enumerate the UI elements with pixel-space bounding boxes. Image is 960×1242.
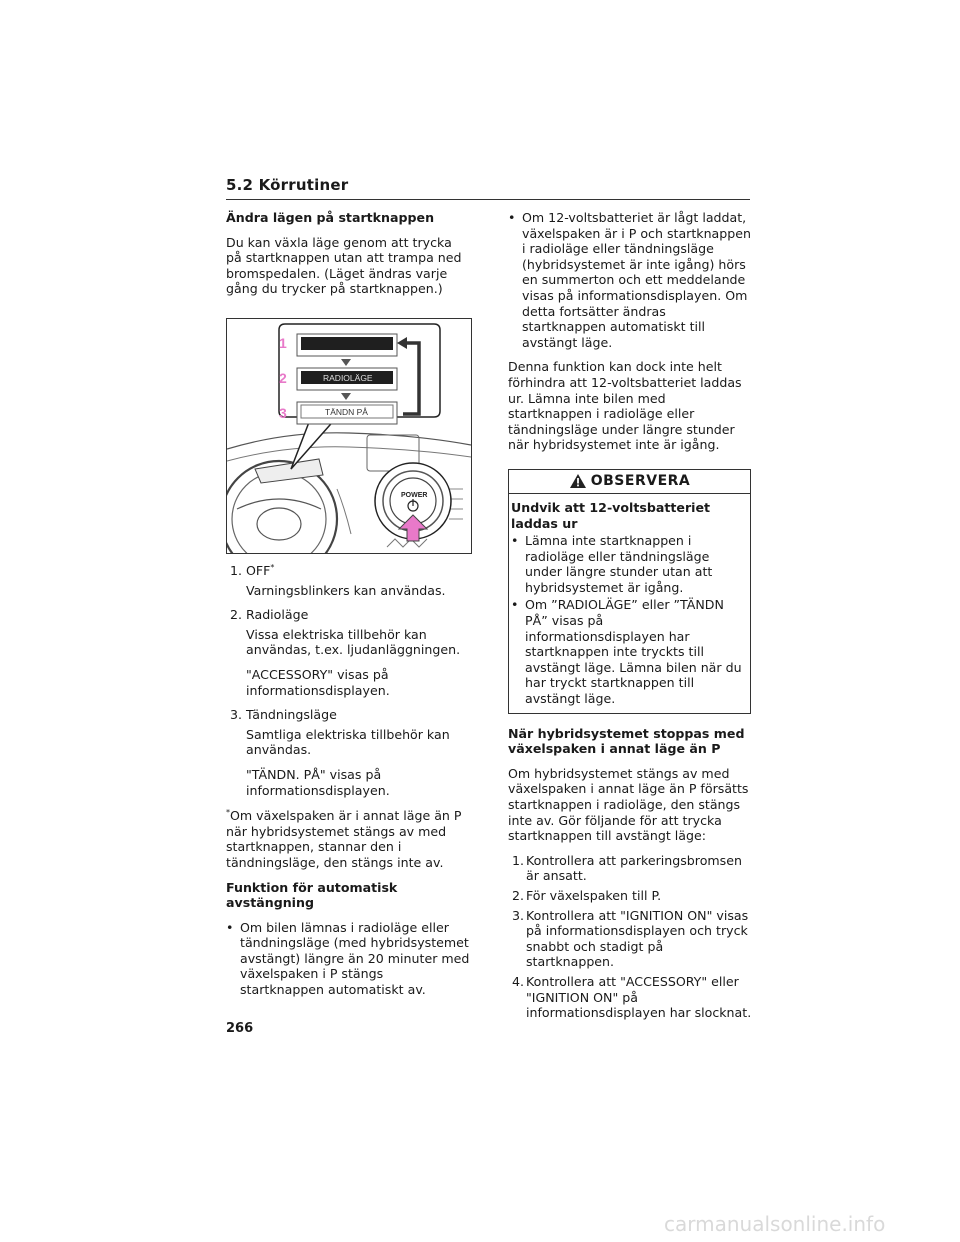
step-4: 4. Kontrollera att "ACCESSORY" eller "IGNITION ON" på informationsdisplayen har slocknat. xyxy=(512,973,752,1021)
intro-paragraph: Du kan växla läge genom att trycka på startknappen utan att trampa ned bromspedalen. (Läget ändras varje gång du trycker på startknappen.) xyxy=(226,234,462,297)
warning-icon xyxy=(569,473,587,489)
display-off xyxy=(301,337,393,350)
mode-item-1: 1. OFF* xyxy=(230,562,275,578)
footnote: *Om växelspaken är i annat läge än P när hybridsystemet stängs av med startknappen, stannar den i tändningsläge, den stängs inte av. xyxy=(226,807,462,870)
page-number: 266 xyxy=(226,1021,254,1036)
left-column-lower xyxy=(226,563,470,1007)
observera-subheading: Undvik att 12-voltsbatteriet laddas ur xyxy=(511,499,711,531)
observera-title: OBSERVERA xyxy=(590,472,691,489)
watermark: carmanualsonline.info xyxy=(664,1212,886,1236)
observera-bullet-1: • Lämna inte startknappen i radioläge eller tändningsläge under längre stunder utan att hybridsystemet är igång. xyxy=(511,533,746,595)
heading-auto-off: Funktion för automatisk avstängning xyxy=(226,879,398,911)
mode-label-3: 3 xyxy=(279,405,287,421)
mode-label-1: 1 xyxy=(279,335,287,351)
step-1: 1. Kontrollera att parkeringsbromsen är ansatt. xyxy=(512,852,742,884)
mode-1-desc: Varningsblinkers kan användas. xyxy=(246,582,446,598)
display-tandn-text: TÄNDN PÅ xyxy=(325,407,368,417)
step-2: 2. För växelspaken till P. xyxy=(512,887,662,903)
auto-off-bullet-2: • Om 12-voltsbatteriet är lågt laddat, växelspaken är i P och startknappen i radioläge eller tändningsläge (hybridsystemet är inte igång) hörs en summerton och ett meddelande visas på informationsdisplayen. Om detta fortsätter ändras startknappen automatiskt till avstängt läge. xyxy=(508,210,752,350)
auto-off-bullet-1: • Om bilen lämnas i radioläge eller tändningsläge (med hybridsystemet avstängt) längre än 20 minuter med växelspaken i P stängs startknappen automatiskt av. xyxy=(226,920,470,998)
mode-label-2: 2 xyxy=(279,370,287,386)
observera-box xyxy=(508,469,751,714)
right-column xyxy=(508,210,752,1025)
heading-hybrid-stop: När hybridsystemet stoppas med växelspaken i annat läge än P xyxy=(508,725,745,757)
hybrid-stop-paragraph: Om hybridsystemet stängs av med växelspaken i annat läge än P försätts startknappen i radioläge, den stängs inte av. Gör följande för att trycka startknappen till avstängt läge: xyxy=(508,765,749,844)
mode-3-desc: Samtliga elektriska tillbehör kan användas. xyxy=(246,726,450,758)
step-3: 3. Kontrollera att "IGNITION ON" visas på informationsdisplayen och tryck snabbt och stadigt på startknappen. xyxy=(512,907,749,970)
battery-paragraph: Denna funktion kan dock inte helt förhindra att 12-voltsbatteriet laddas ur. Lämna inte bilen med startknappen i radioläge eller tändningsläge under längre stunder när hybridsystemet inte är igång. xyxy=(508,359,742,453)
left-column xyxy=(226,210,470,306)
mode-3-display: "TÄNDN. PÅ" visas på informationsdisplayen. xyxy=(246,766,390,798)
power-text: POWER xyxy=(401,492,428,499)
heading-change-modes: Ändra lägen på startknappen xyxy=(226,210,435,225)
mode-item-2: 2. Radioläge xyxy=(230,607,309,623)
observera-header xyxy=(509,470,750,494)
observera-bullet-2: • Om ”RADIOLÄGE” eller ”TÄNDN PÅ” visas på informationsdisplayen har startknappen inte tryckts till avstängt läge. Lämna bilen när du har tryckt startknappen till avstängt läge. xyxy=(511,597,746,706)
observera-body xyxy=(509,494,750,713)
power-button-figure xyxy=(226,318,472,554)
mode-item-3: 3. Tändningsläge xyxy=(230,707,337,723)
power-button-illustration xyxy=(227,319,471,553)
section-divider xyxy=(226,199,750,200)
mode-2-display: "ACCESSORY" visas på informationsdisplayen. xyxy=(246,666,390,698)
section-title: 5.2 Körrutiner xyxy=(226,176,349,194)
mode-2-desc: Vissa elektriska tillbehör kan användas, t.ex. ljudanläggningen. xyxy=(246,626,461,658)
display-radiolage-text: RADIOLÄGE xyxy=(323,373,373,383)
